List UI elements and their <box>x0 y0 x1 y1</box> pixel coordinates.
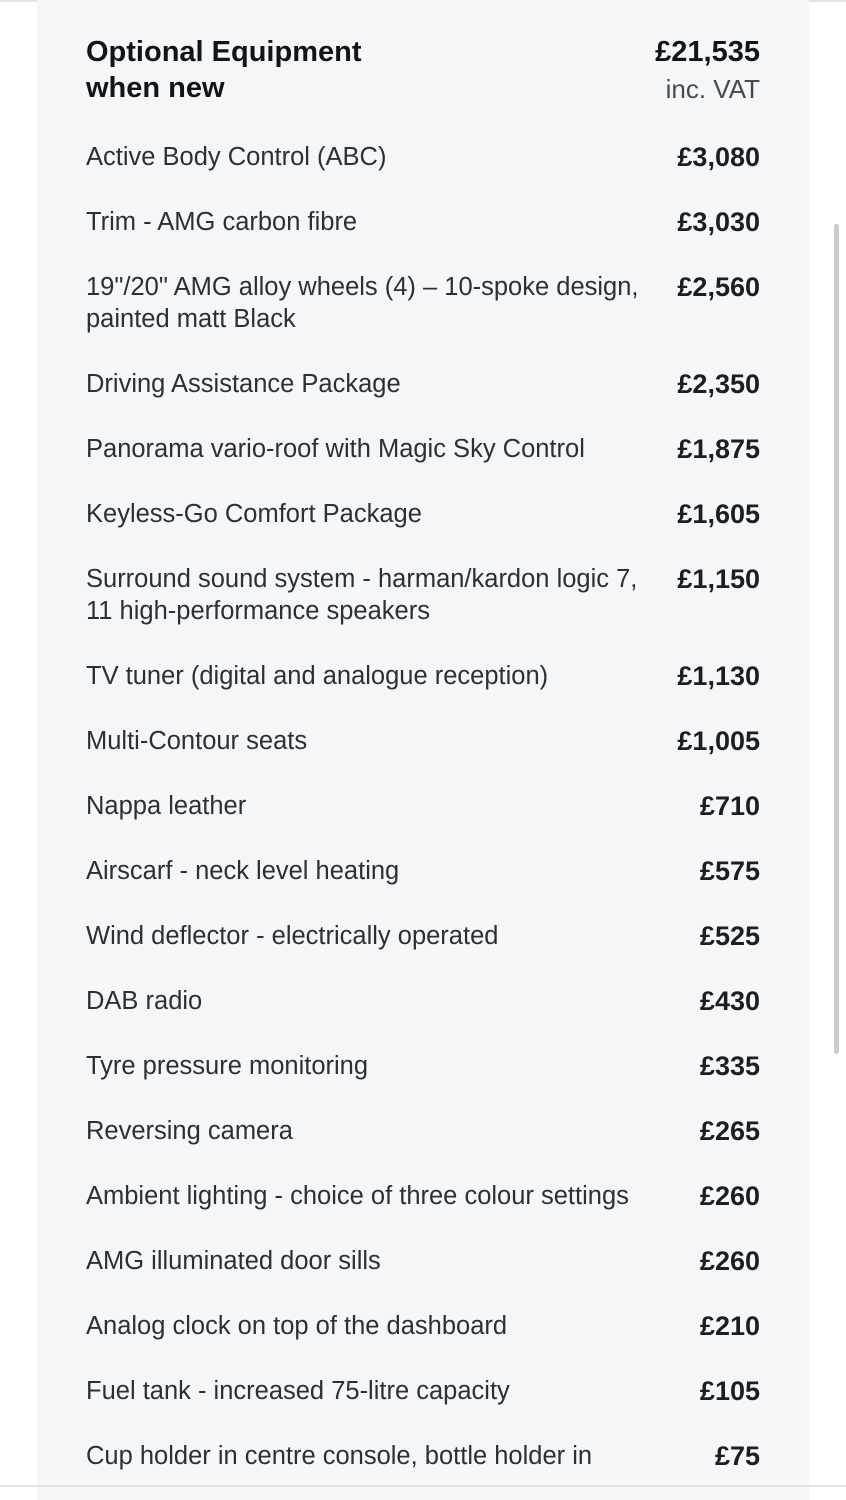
equipment-price: £3,080 <box>677 142 760 172</box>
equipment-price: £1,150 <box>677 564 760 594</box>
equipment-label: Wind deflector - electrically operated <box>86 922 499 950</box>
equipment-row <box>86 1180 760 1212</box>
equipment-row <box>86 141 760 173</box>
equipment-price: £260 <box>699 1181 760 1211</box>
equipment-row <box>86 920 760 952</box>
equipment-label: Multi-Contour seats <box>86 727 308 755</box>
equipment-label: Keyless-Go Comfort Package <box>86 500 422 528</box>
equipment-price: £710 <box>699 791 760 821</box>
equipment-price: £335 <box>699 1051 760 1081</box>
equipment-label: Trim - AMG carbon fibre <box>86 208 358 236</box>
equipment-row <box>86 433 760 465</box>
equipment-price: £1,005 <box>677 726 760 756</box>
equipment-row <box>86 206 760 238</box>
equipment-label: Driving Assistance Package <box>86 370 401 398</box>
equipment-row <box>86 498 760 530</box>
equipment-row <box>86 1310 760 1342</box>
equipment-label: 19"/20" AMG alloy wheels (4) – 10-spoke design, painted matt Black <box>86 273 639 333</box>
equipment-label: AMG illuminated door sills <box>86 1247 381 1275</box>
equipment-price: £210 <box>699 1311 760 1341</box>
equipment-price: £1,875 <box>677 434 760 464</box>
equipment-row <box>86 1245 760 1277</box>
vat-note: inc. VAT <box>665 74 760 104</box>
equipment-row <box>86 660 760 692</box>
equipment-row <box>86 1440 760 1472</box>
total-price: £21,535 <box>655 36 760 68</box>
equipment-label: Fuel tank - increased 75-litre capacity <box>86 1377 510 1405</box>
equipment-label: Airscarf - neck level heating <box>86 857 400 885</box>
equipment-list <box>86 141 760 1500</box>
equipment-label: Cup holder in centre console, bottle holder in <box>86 1442 593 1470</box>
equipment-row <box>86 725 760 757</box>
equipment-row <box>86 790 760 822</box>
equipment-row <box>86 855 760 887</box>
scrollbar[interactable] <box>834 224 839 1054</box>
equipment-label: Nappa leather <box>86 792 247 820</box>
equipment-price: £105 <box>699 1376 760 1406</box>
equipment-row <box>86 1050 760 1082</box>
equipment-price: £265 <box>699 1116 760 1146</box>
equipment-row <box>86 985 760 1017</box>
equipment-price: £75 <box>714 1441 760 1471</box>
equipment-label: Analog clock on top of the dashboard <box>86 1312 508 1340</box>
equipment-price: £525 <box>699 921 760 951</box>
equipment-label: Surround sound system - harman/kardon logic 7, 11 high-performance speakers <box>86 565 638 625</box>
equipment-price: £1,130 <box>677 661 760 691</box>
equipment-label: TV tuner (digital and analogue reception) <box>86 662 549 690</box>
equipment-label: Ambient lighting - choice of three colour settings <box>86 1182 629 1210</box>
equipment-price: £2,560 <box>677 272 760 302</box>
equipment-price: £3,030 <box>677 207 760 237</box>
equipment-label: Tyre pressure monitoring <box>86 1052 369 1080</box>
equipment-label: Active Body Control (ABC) <box>86 143 387 171</box>
equipment-label: DAB radio <box>86 987 203 1015</box>
optional-equipment-card <box>37 0 809 1500</box>
equipment-row <box>86 563 760 627</box>
equipment-row <box>86 368 760 400</box>
equipment-label: Panorama vario-roof with Magic Sky Control <box>86 435 585 463</box>
equipment-row <box>86 1375 760 1407</box>
equipment-price: £575 <box>699 856 760 886</box>
equipment-price: £430 <box>699 986 760 1016</box>
bottom-divider <box>0 1485 846 1487</box>
equipment-price: £1,605 <box>677 499 760 529</box>
equipment-label: Reversing camera <box>86 1117 293 1145</box>
equipment-price: £260 <box>699 1246 760 1276</box>
equipment-row <box>86 271 760 335</box>
equipment-price: £2,350 <box>677 369 760 399</box>
section-title: Optional Equipment when new <box>86 36 362 104</box>
equipment-row <box>86 1115 760 1147</box>
